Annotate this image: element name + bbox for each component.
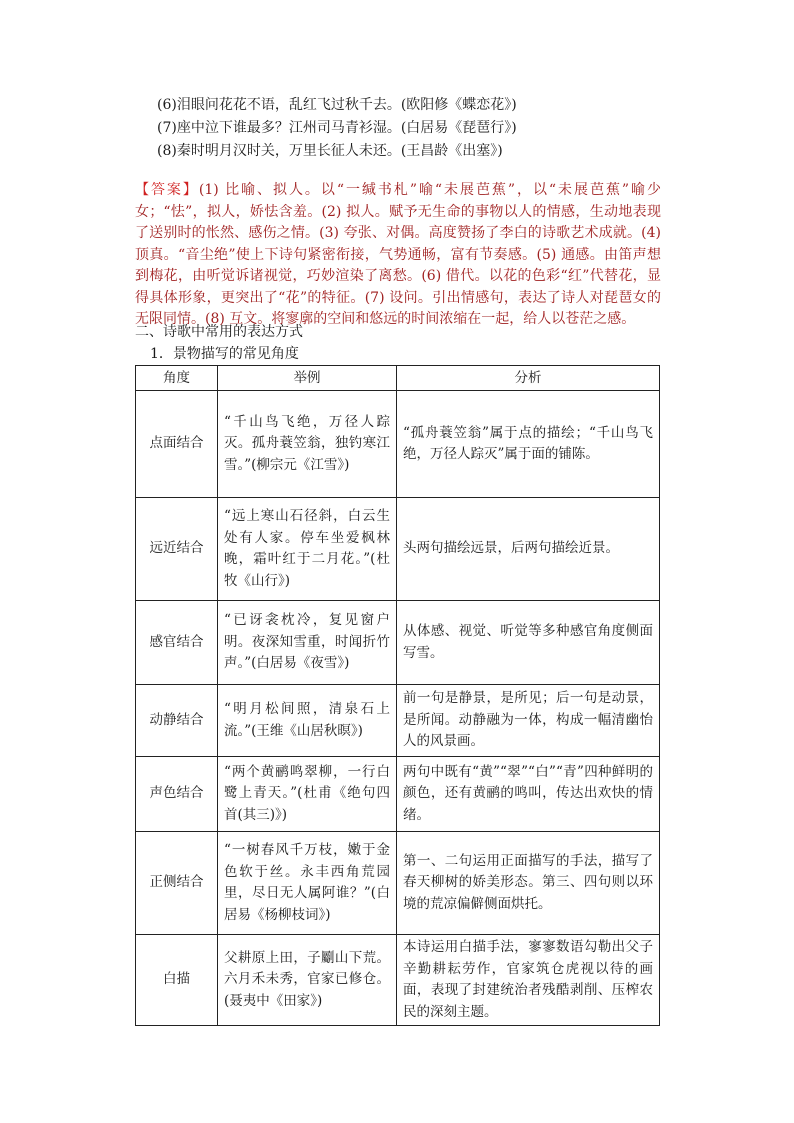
row-example: “千山鸟飞绝，万径人踪灭。孤舟蓑笠翁，独钓寒江雪。”(柳宗元《江雪》): [218, 391, 397, 498]
row-example: “一树春风千万枝，嫩于金色软于丝。永丰西角荒园里，尽日无人属阿谁？”(白居易《杨柳枝词》): [218, 832, 397, 935]
row-example: “明月松间照，清泉石上流。”(王维《山居秋暝》): [218, 685, 397, 757]
row-angle: 远近结合: [136, 498, 218, 601]
row-example: “已讶衾枕冷，复见窗户明。夜深知雪重，时闻折竹声。”(白居易《夜雪》): [218, 601, 397, 685]
question-7: (7)座中泣下谁最多？江州司马青衫湿。(白居易《琵琶行》): [157, 120, 517, 136]
row-analysis: 本诗运用白描手法，寥寥数语勾勒出父子辛勤耕耘劳作，官家筑仓虎视以待的画面，表现了封建统治者残酷剥削、压榨农民的深刻主题。: [397, 935, 660, 1026]
table-row: [136, 832, 660, 935]
row-analysis: 从体感、视觉、听觉等多种感官角度侧面写雪。: [397, 601, 660, 685]
row-example: “远上寒山石径斜，白云生处有人家。停车坐爱枫林晚，霜叶红于二月花。”(杜牧《山行》): [218, 498, 397, 601]
row-angle: 正侧结合: [136, 832, 218, 935]
question-8: (8)秦时明月汉时关，万里长征人未还。(王昌龄《出塞》): [157, 143, 503, 159]
section-title: 二、诗歌中常用的表达方式: [135, 324, 303, 340]
row-analysis: 两句中既有“黄”“翠”“白”“青”四种鲜明的颜色，还有黄鹂的鸣叫，传达出欢快的情绪。: [397, 757, 660, 832]
row-analysis: 第一、二句运用正面描写的手法，描写了春天柳树的娇美形态。第三、四句则以环境的荒凉偏僻侧面烘托。: [397, 832, 660, 935]
table-row: [136, 935, 660, 1026]
answer-text: (1) 比喻、拟人。以“一缄书札”喻“未展芭蕉”，以“未展芭蕉”喻少女；“怯”，拟人，娇怯含羞。(2) 拟人。赋予无生命的事物以人的情感，生动地表现了送别时的怅然、感伤之情。(3) 夸张、对偶。高度赞扬了李白的诗歌艺术成就。(4) 顶真。“音尘绝”使上下诗句紧密衔接，气势通畅，富有节奏感。(5) 通感。由笛声想到梅花，由听觉诉诸视觉，巧妙渲染了离愁。(6) 借代。以花的色彩“红”代替花，显得具体形象，更突出了“花”的特征。(7) 设问。引出情感句，表达了诗人对琵琶女的无限同情。(8) 互文。将寥廓的空间和悠远的时间浓缩在一起，给人以苍茫之感。: [135, 182, 661, 327]
row-angle: 动静结合: [136, 685, 218, 757]
row-angle: 点面结合: [136, 391, 218, 498]
table-row: [136, 685, 660, 757]
table-row: [136, 757, 660, 832]
header-example: 举例: [218, 366, 397, 391]
header-analysis: 分析: [397, 366, 660, 391]
row-example: “两个黄鹂鸣翠柳，一行白鹭上青天。”(杜甫《绝句四首(其三)》): [218, 757, 397, 832]
table-header-row: [136, 366, 660, 391]
scene-description-table: [135, 365, 660, 1026]
row-analysis: 头两句描绘远景，后两句描绘近景。: [397, 498, 660, 601]
subsection-title: 1．景物描写的常见角度: [150, 346, 299, 362]
table-row: [136, 601, 660, 685]
row-example: 父耕原上田，子劚山下荒。六月禾未秀，官家已修仓。(聂夷中《田家》): [218, 935, 397, 1026]
header-angle: 角度: [136, 366, 218, 391]
answer-block: [135, 180, 661, 331]
answer-tag: 【答案】: [135, 182, 199, 198]
question-6: (6)泪眼问花花不语，乱红飞过秋千去。(欧阳修《蝶恋花》): [157, 97, 517, 113]
row-angle: 感官结合: [136, 601, 218, 685]
table-row: [136, 391, 660, 498]
table-row: [136, 498, 660, 601]
row-angle: 声色结合: [136, 757, 218, 832]
row-analysis: “孤舟蓑笠翁”属于点的描绘；“千山鸟飞绝，万径人踪灭”属于面的铺陈。: [397, 391, 660, 498]
row-analysis: 前一句是静景，是所见；后一句是动景，是所闻。动静融为一体，构成一幅清幽怡人的风景画。: [397, 685, 660, 757]
row-angle: 白描: [136, 935, 218, 1026]
